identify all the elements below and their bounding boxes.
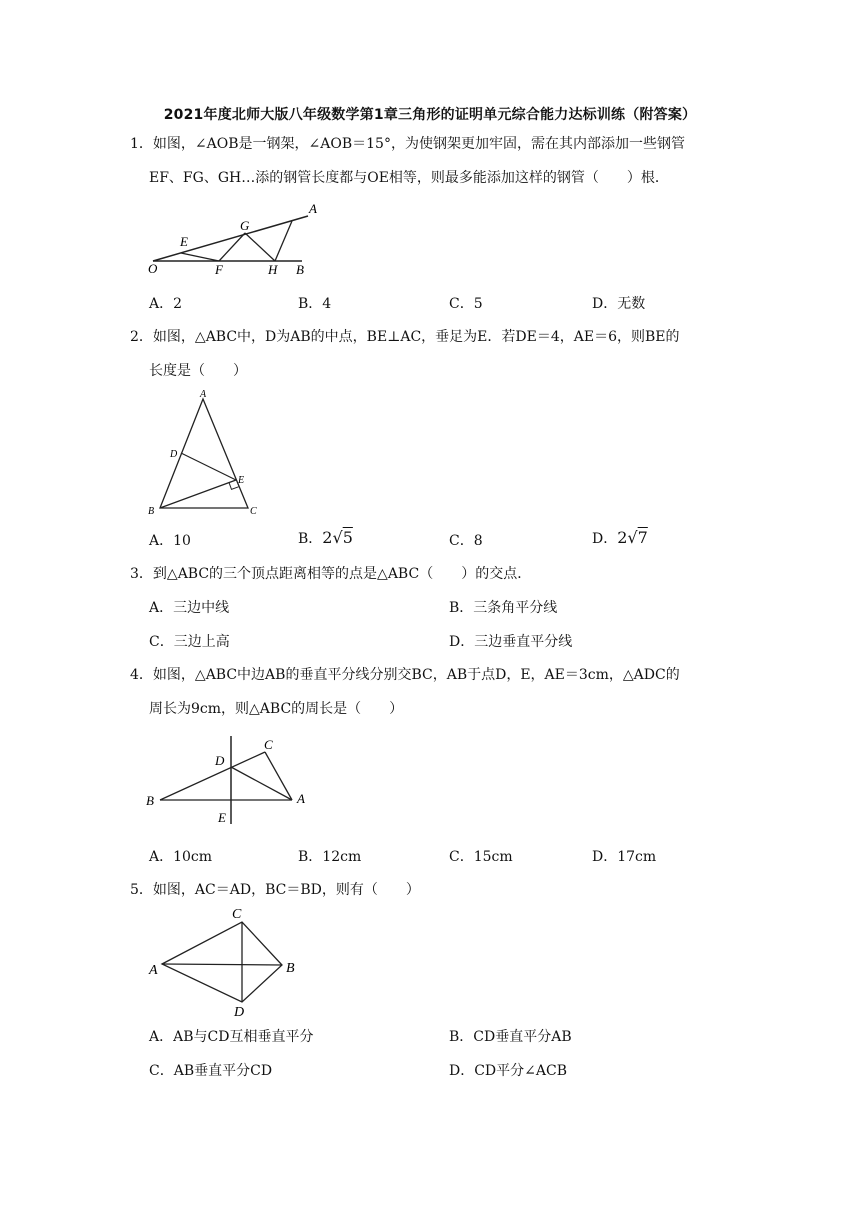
q3-option-d[interactable]: D．三边垂直平分线	[449, 634, 573, 650]
question-2-line-1: 如图，△ABC中，D为AB的中点，BE⊥AC，垂足为E．若DE＝4，AE＝6，则BE的	[152, 329, 680, 345]
fig1-label-h: H	[268, 262, 278, 277]
question-4	[130, 664, 735, 686]
fig4-label-e: E	[218, 810, 226, 825]
q2-option-d[interactable]	[592, 528, 648, 548]
q1-option-a[interactable]: A．2	[149, 296, 183, 312]
figure-2	[140, 386, 270, 521]
q2-option-b-coef: 2	[322, 528, 333, 547]
fig5-label-b: B	[286, 961, 295, 976]
q4-option-b[interactable]: B．12cm	[298, 849, 362, 865]
fig4-label-d: D	[215, 753, 225, 768]
fig4-label-a: A	[297, 791, 305, 806]
question-4-line-2: 周长为9cm，则△ABC的周长是（ ）	[149, 701, 404, 717]
question-5-number: 5．	[130, 882, 153, 898]
q2-option-b-radical: 2√5	[322, 528, 353, 547]
q5-option-b[interactable]: B．CD垂直平分AB	[449, 1029, 572, 1045]
figure-1	[140, 198, 330, 280]
fig1-label-f: F	[215, 262, 223, 277]
q2-option-c[interactable]: C．8	[449, 533, 483, 549]
document-title: 2021年度北师大版八年级数学第1章三角形的证明单元综合能力达标训练（附答案）	[163, 107, 697, 123]
question-2	[130, 326, 735, 348]
figure-4	[140, 730, 320, 830]
fig1-label-g: G	[240, 218, 250, 233]
question-5-line-1: 如图，AC＝AD，BC＝BD，则有（ ）	[152, 882, 420, 898]
q3-option-c[interactable]: C．三边上高	[149, 634, 230, 650]
fig5-label-a: A	[149, 963, 158, 978]
question-2-number: 2．	[130, 329, 153, 345]
question-3-number: 3．	[130, 566, 153, 582]
q2-option-d-coef: 2	[617, 528, 628, 547]
question-3	[130, 563, 735, 585]
fig5-label-c: C	[232, 907, 242, 922]
q4-option-c[interactable]: C．15cm	[449, 849, 513, 865]
question-1-number: 1．	[130, 136, 153, 152]
q5-option-a[interactable]: A．AB与CD互相垂直平分	[149, 1029, 314, 1045]
fig1-label-o: O	[148, 261, 158, 276]
question-4-line-1: 如图，△ABC中边AB的垂直平分线分别交BC，AB于点D，E，AE＝3cm，△ADC的	[152, 667, 680, 683]
question-1	[130, 133, 735, 155]
fig5-label-d: D	[234, 1005, 245, 1020]
fig4-label-b: B	[146, 793, 154, 808]
fig1-label-e: E	[180, 234, 188, 249]
q3-option-b[interactable]: B．三条角平分线	[449, 600, 558, 616]
q4-option-a[interactable]: A．10cm	[149, 849, 213, 865]
fig1-label-a: A	[309, 201, 317, 216]
question-1-line-1: 如图，∠AOB是一钢架，∠AOB＝15°，为使钢架更加牢固，需在其内部添加一些钢管	[152, 136, 685, 152]
q2-option-d-radical: 2√7	[617, 528, 648, 547]
q2-option-b-prefix: B．	[298, 531, 323, 547]
q1-option-d[interactable]: D．无数	[592, 296, 646, 312]
q2-option-b[interactable]	[298, 528, 353, 548]
question-4-number: 4．	[130, 667, 153, 683]
q2-option-a[interactable]: A．10	[149, 533, 191, 549]
q1-option-c[interactable]: C．5	[449, 296, 483, 312]
fig2-label-a: A	[200, 389, 207, 400]
q2-option-d-prefix: D．	[592, 531, 618, 547]
figure-5	[140, 902, 315, 1020]
question-2-line-2: 长度是（ ）	[149, 363, 247, 379]
fig4-label-c: C	[264, 737, 273, 752]
q5-option-c[interactable]: C．AB垂直平分CD	[149, 1063, 273, 1079]
fig2-label-b: B	[148, 506, 155, 517]
q1-option-b[interactable]: B．4	[298, 296, 332, 312]
question-3-line-1: 到△ABC的三个顶点距离相等的点是△ABC（ ）的交点．	[152, 566, 532, 582]
fig2-label-e: E	[238, 475, 245, 486]
fig2-label-d: D	[170, 449, 178, 460]
q4-option-d[interactable]: D．17cm	[592, 849, 657, 865]
q2-option-d-radicand: 7	[637, 528, 648, 547]
fig1-label-b: B	[296, 262, 304, 277]
q5-option-d[interactable]: D．CD平分∠ACB	[449, 1063, 568, 1079]
question-5	[130, 879, 735, 901]
fig2-label-c: C	[250, 506, 257, 517]
q2-option-b-radicand: 5	[342, 528, 353, 547]
question-1-line-2: EF、FG、GH…添的钢管长度都与OE相等，则最多能添加这样的钢管（ ）根．	[149, 170, 669, 186]
q3-option-a[interactable]: A．三边中线	[149, 600, 230, 616]
